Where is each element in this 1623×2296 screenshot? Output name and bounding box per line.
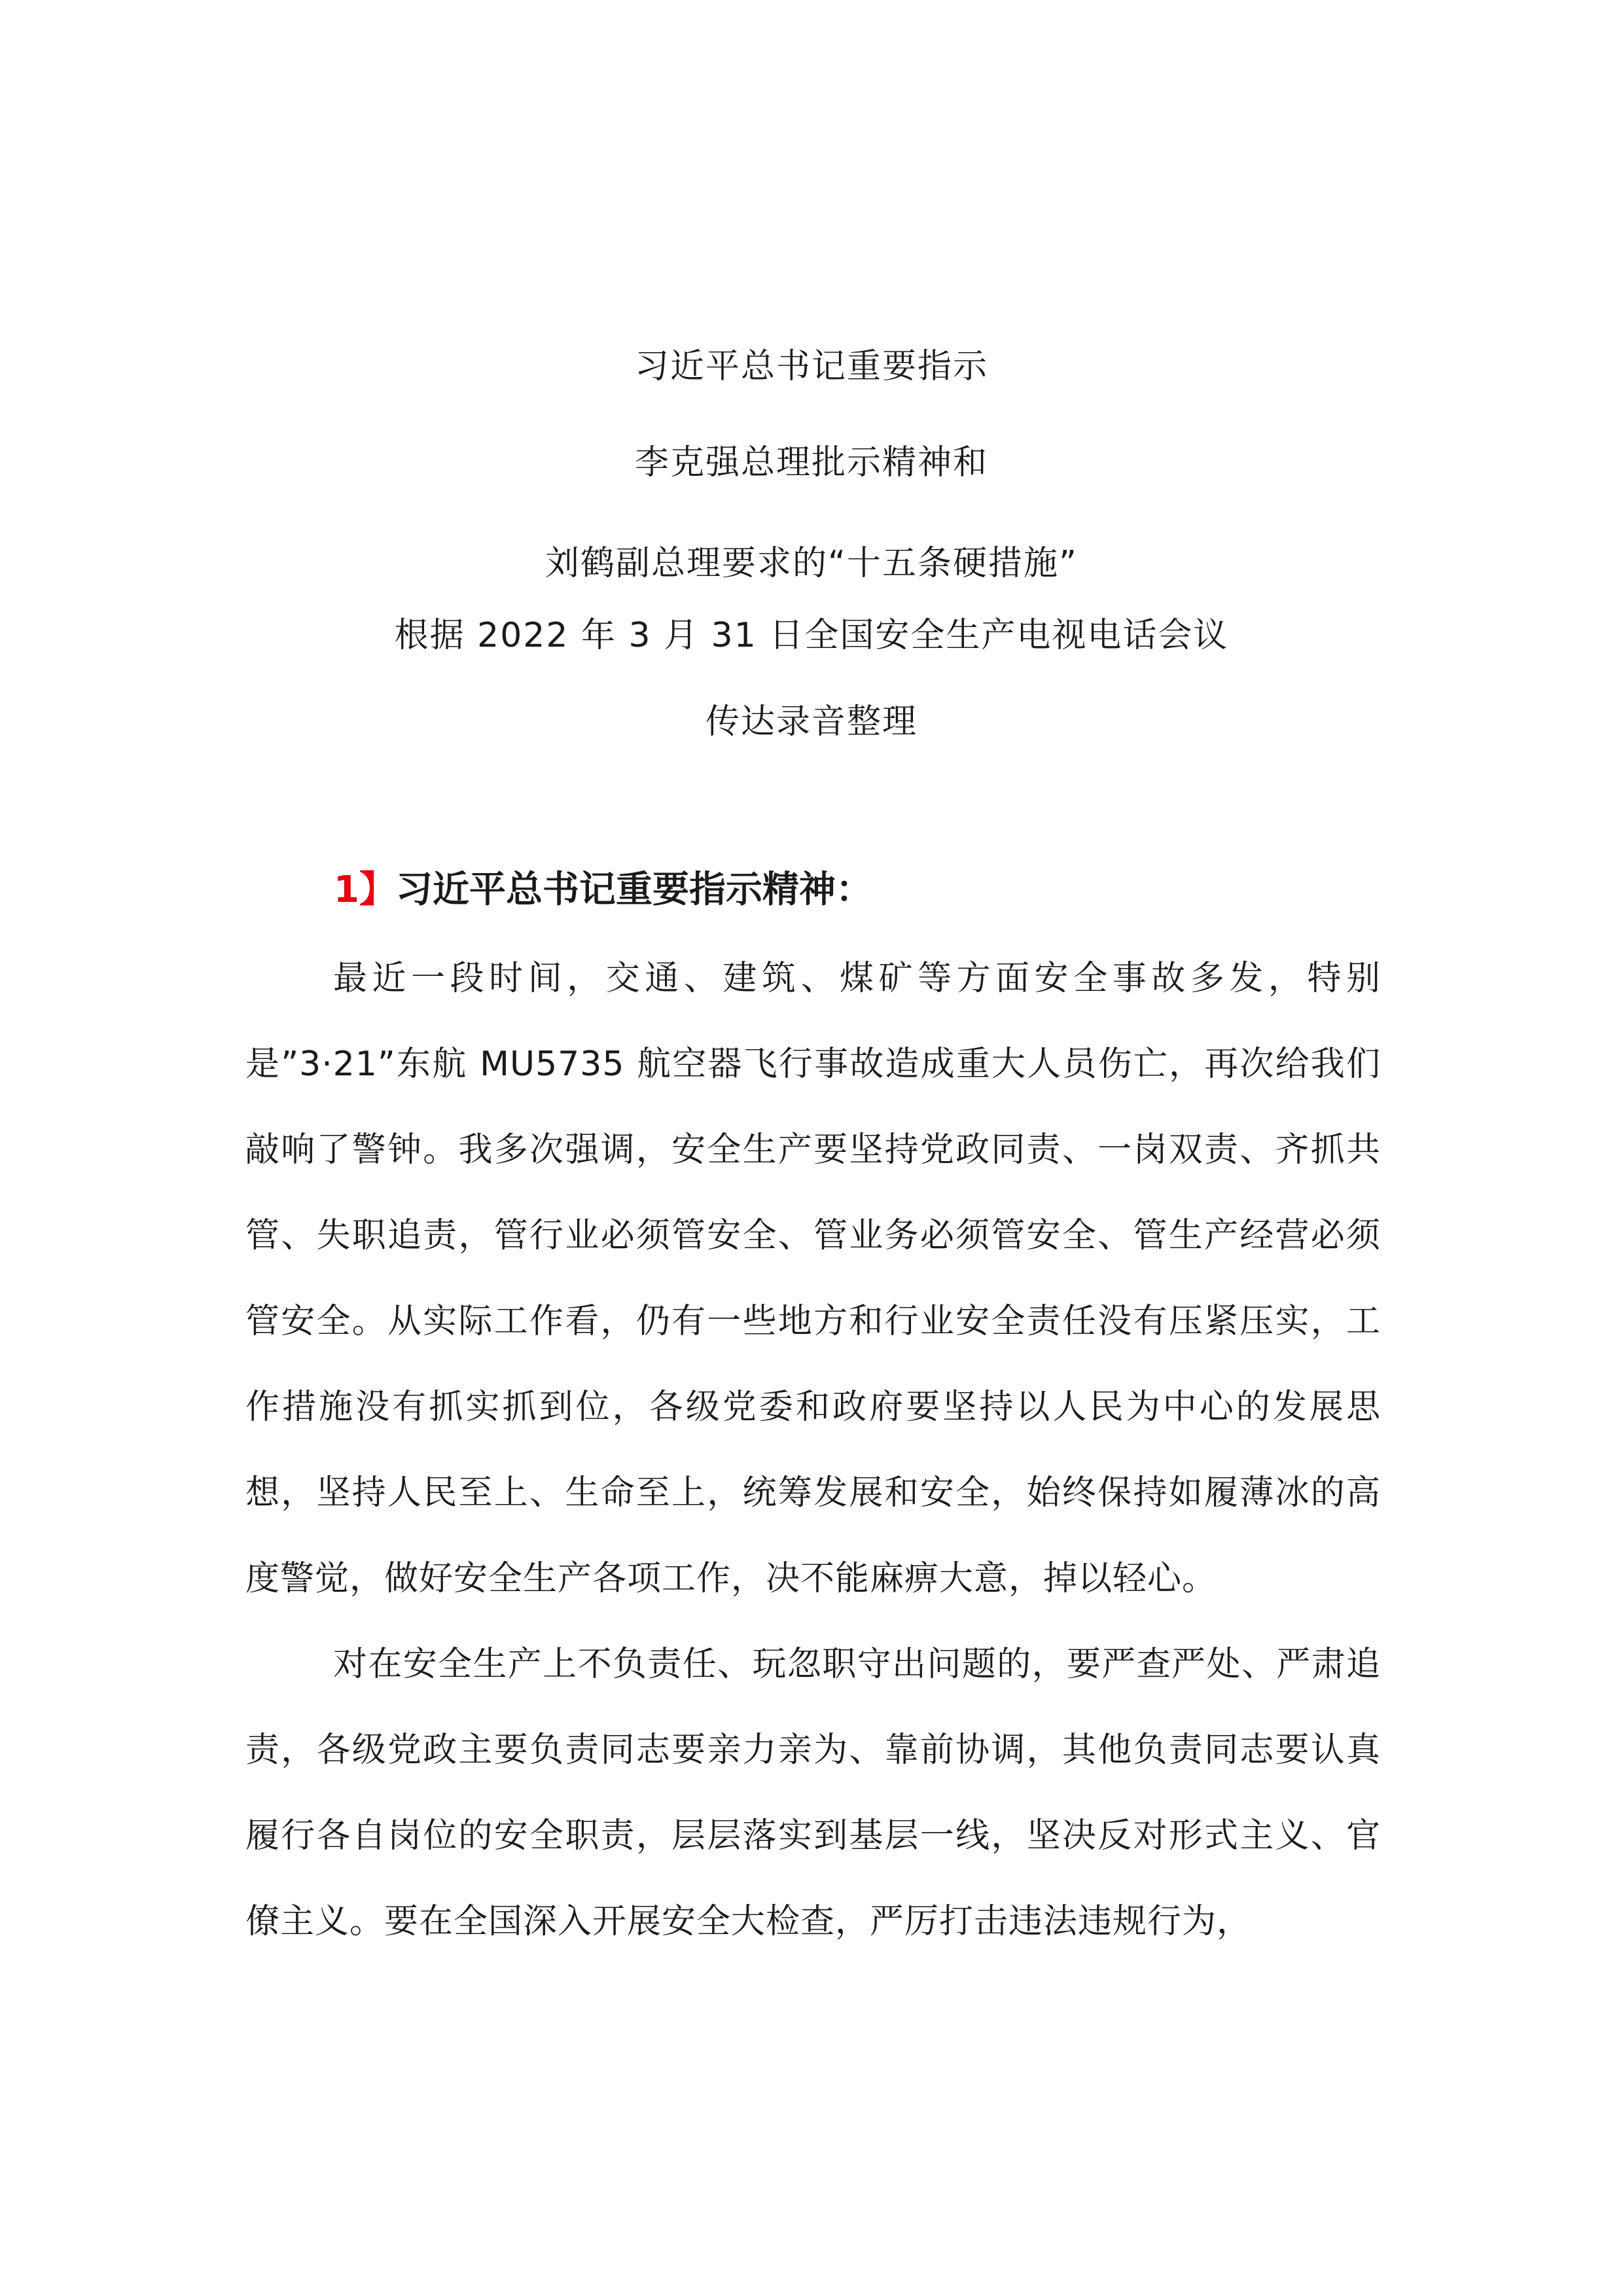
title-line-3: 刘鹤副总理要求的“十五条硬措施” [545, 544, 1078, 583]
title-line-4: 根据 2022 年 3 月 31 日全国安全生产电视电话会议 [394, 616, 1229, 655]
section-1-title: 习近平总书记重要指示精神： [395, 869, 872, 911]
section-1-heading [334, 864, 872, 916]
section-1-number: 1】 [334, 869, 396, 911]
paragraph-2: 对在安全生产上不负责任、玩忽职守出问题的，要严查严处、严肃追责，各级党政主要负责同志要亲力亲为、靠前协调，其他负责同志要认真履行各自岗位的安全职责，层层落实到基层一线，坚决反对形式主义、官僚主义。要在全国深入开展安全大检查，严厉打击违法违规行为， [245, 1645, 1381, 1941]
title-line-5: 传达录音整理 [705, 702, 918, 742]
title-line-2: 李克强总理批示精神和 [634, 443, 988, 482]
paragraph-1: 最近一段时间，交通、建筑、煤矿等方面安全事故多发，特别是”3·21”东航 MU5735 航空器飞行事故造成重大人员伤亡，再次给我们敲响了警钟。我多次强调，安全生产要坚持党政同责、一岗双责、齐抓共管、失职追责，管行业必须管安全、管业务必须管安全、管生产经营必须管安全。从实际工作看，仍有一些地方和行业安全责任没有压紧压实，工作措施没有抓实抓到位，各级党委和政府要坚持以人民为中心的发展思想，坚持人民至上、生命至上，统筹发展和安全，始终保持如履薄冰的高度警觉，做好安全生产各项工作，决不能麻痹大意，掉以轻心。 [245, 959, 1381, 1598]
section-1-body [245, 936, 1381, 1965]
title-line-1: 习近平总书记重要指示 [634, 347, 988, 386]
